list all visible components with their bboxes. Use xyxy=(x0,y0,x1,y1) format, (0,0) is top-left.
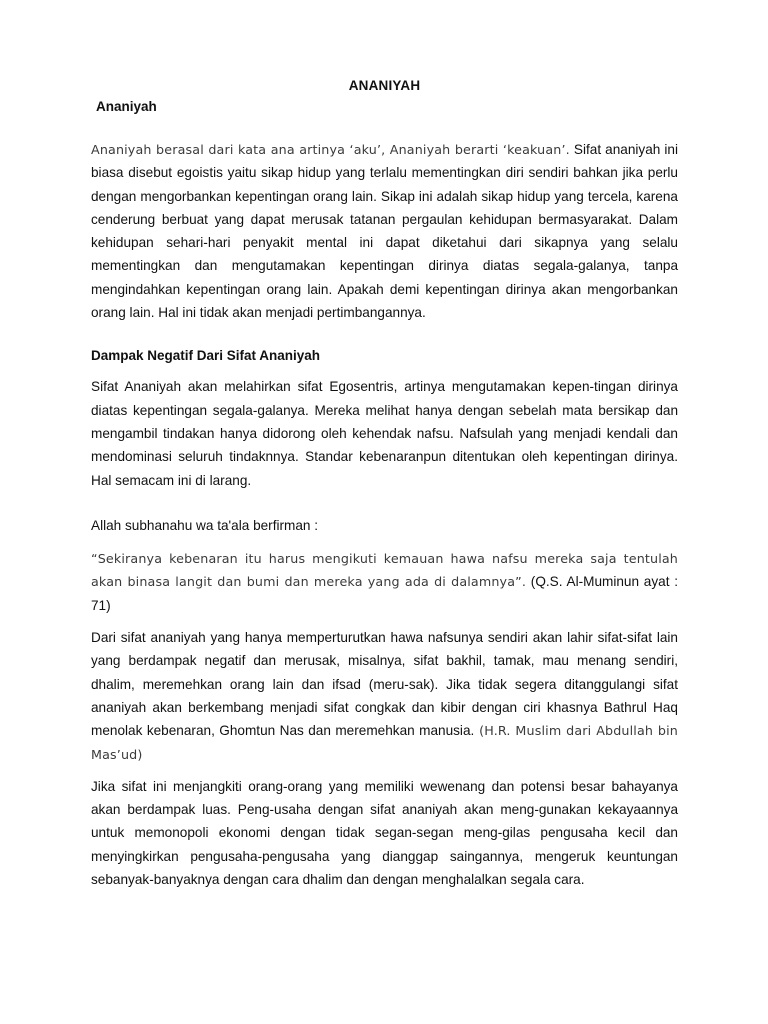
section-heading-dampak-negatif: Dampak Negatif Dari Sifat Ananiyah xyxy=(91,348,321,364)
section-heading-ananiyah: Ananiyah xyxy=(96,99,157,114)
paragraph-definition-lead: Ananiyah berasal dari kata ana artinya ‘aku’, Ananiyah berarti ‘keakuan’. xyxy=(91,142,570,157)
paragraph-egosentris: Sifat Ananiyah akan melahirkan sifat Egosentris, artinya mengutamakan kepen-tingan dirinya diatas kepentingan segala-galanya. Mereka melihat hanya dengan sebelah mata bersikap dan mengambil tindakan hanya didorong oleh kehendak nafsu. Nafsulah yang menjadi kendali dan mendominasi seluruh tindaknnya. Standar kebenaranpun ditentukan oleh kepentingan dirinya. Hal semacam ini di larang. xyxy=(91,379,678,488)
hadith-citation: (H.R. Muslim dari Abdullah bin Mas’ud) xyxy=(91,723,679,762)
paragraph-pengusaha: Jika sifat ini menjangkiti orang-orang yang memiliki wewenang dan potensi besar bahayanya akan berdampak luas. Peng-usaha dengan sifat ananiyah akan meng-gunakan kekayaannya untuk memonopoli ekonomi dengan tidak segan-segan meng-gilas pengusaha kecil dan menyingkirkan pengusaha-pengusaha yang dianggap saingannya, mengeruk keuntungan sebanyak-banyaknya dengan cara dhalim dan dengan menghalalkan segala cara. xyxy=(91,778,678,888)
document-body xyxy=(91,76,678,891)
paragraph-firman-intro: Allah subhanahu wa ta'ala berfirman : xyxy=(91,517,319,533)
quran-quote-reference: (Q.S. Al-Muminun ayat : 71) xyxy=(91,574,679,613)
paragraph-definition xyxy=(91,138,678,324)
quran-quote-text: “Sekiranya kebenaran itu harus mengikuti kemauan hawa nafsu mereka saja tentulah akan binasa langit dan bumi dan mereka yang ada di dalamnya”. xyxy=(91,551,678,590)
paragraph-definition-rest: Sifat ananiyah ini biasa disebut egoistis yaitu sikap hidup yang terlalu mementingkan diri sendiri bahkan jika perlu dengan mengorbankan kepentingan orang lain. Sikap ini adalah sikap hidup yang tercela, karena cenderung berbuat yang dapat merusak tatanan pergaulan kehidupan bermasyarakat. Dalam kehidupan sehari-hari penyakit mental ini dapat diketahui dari sikapnya yang selalu mementingkan dan mengutamakan kepentingan dirinya diatas segala-galanya, tanpa mengindahkan kepentingan orang lain. Apakah demi kepentingan dirinya akan mengorbankan orang lain. Hal ini tidak akan menjadi pertimbangannya. xyxy=(91,142,679,321)
document-title: ANANIYAH xyxy=(348,78,421,93)
paragraph-sifat-lain xyxy=(91,626,678,766)
paragraph-quran-quote xyxy=(91,547,678,617)
paragraph-sifat-lain-main: Dari sifat ananiyah yang hanya memperturutkan hawa nafsunya sendiri akan lahir sifat-sifat lain yang berdampak negatif dan merusak, misalnya, sifat bakhil, tamak, mau menang sendiri, dhalim, meremehkan orang lain dan ifsad (meru-sak). Jika tidak segera ditanggulangi sifat ananiyah akan berkembang menjadi sifat congkak dan kibir dengan ciri khasnya Bathrul Haq menolak kebenaran, Ghomtun Nas dan meremehkan manusia. xyxy=(91,630,678,739)
